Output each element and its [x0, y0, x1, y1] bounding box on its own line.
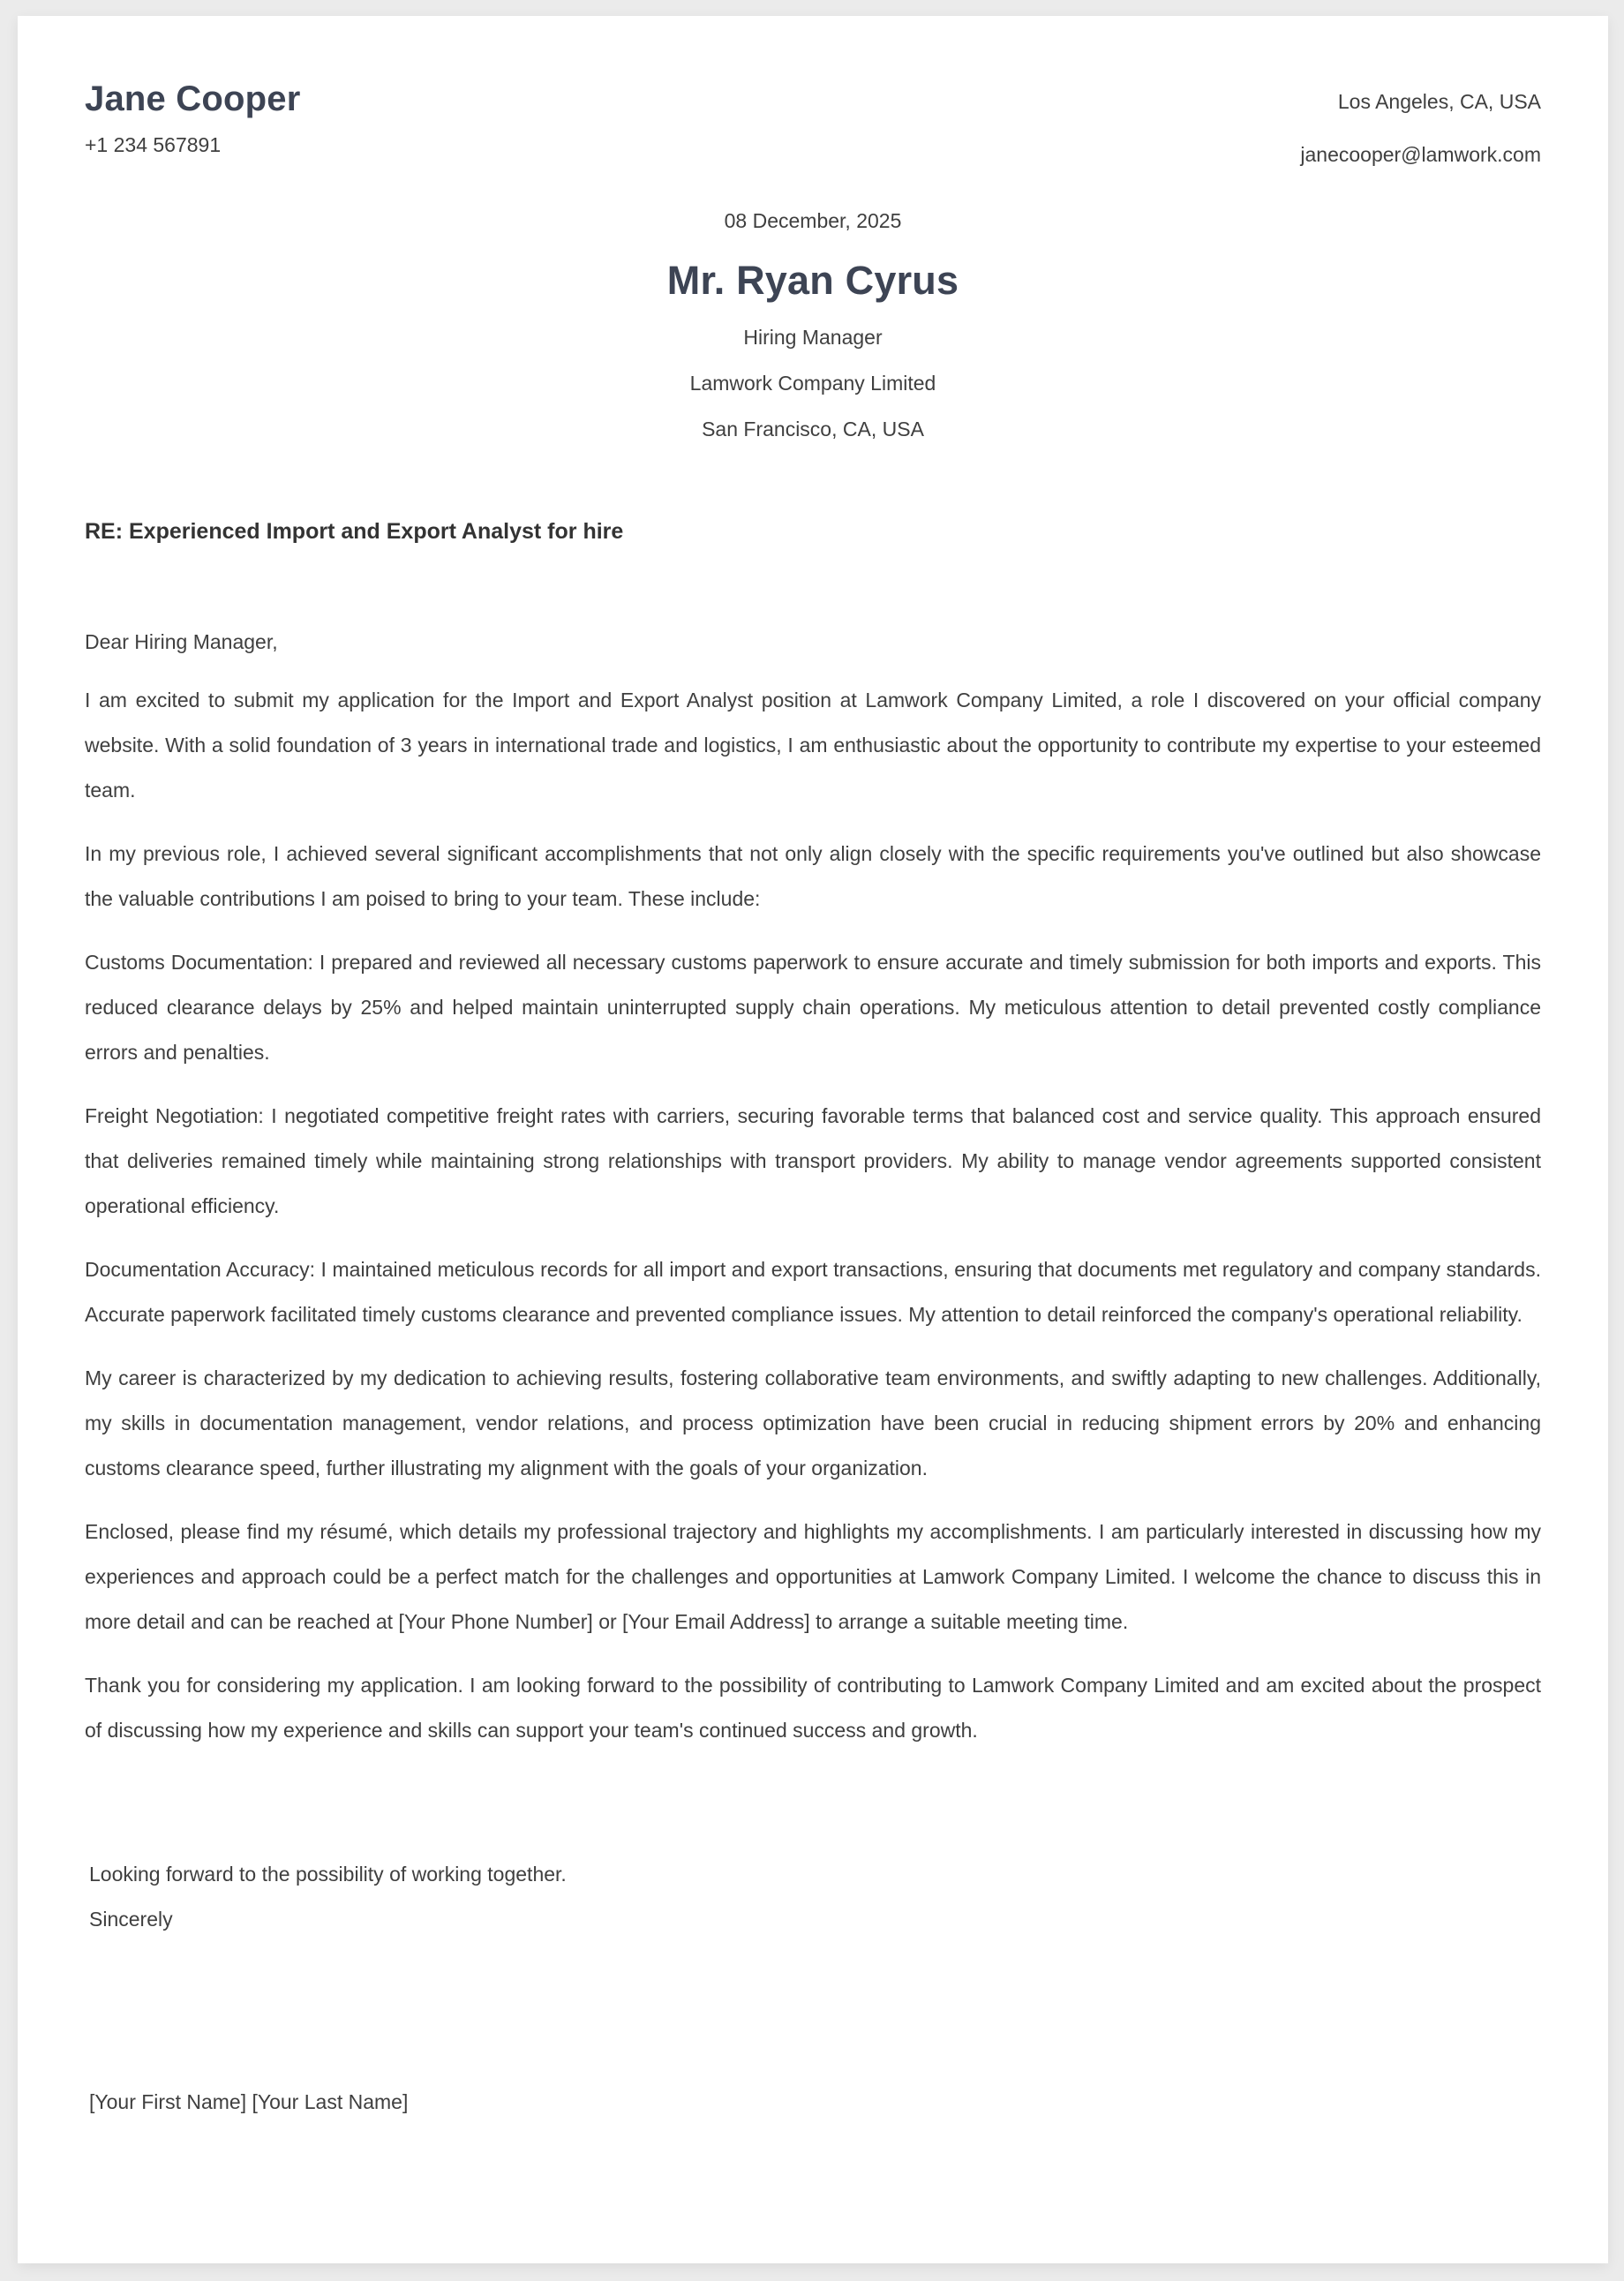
closing-line: Looking forward to the possibility of working together. — [89, 1863, 567, 1886]
sender-block — [85, 79, 301, 157]
closing-block — [85, 1852, 1541, 1942]
sender-email: janecooper@lamwork.com — [1300, 143, 1541, 166]
body-paragraph-5: Documentation Accuracy: I maintained meticulous records for all import and export transactions, ensuring that documents met regulatory and company standards. Accurate paperwork facilitated timely customs clearance and prevented compliance issues. My attention to detail reinforced the company's operational reliability. — [85, 1258, 1541, 1326]
recipient-location: San Francisco, CA, USA — [702, 418, 924, 440]
sender-name: Jane Cooper — [85, 79, 301, 118]
letter-date: 08 December, 2025 — [724, 209, 902, 232]
signature-placeholder: [Your First Name] [Your Last Name] — [89, 2090, 409, 2113]
sender-phone: +1 234 567891 — [85, 133, 222, 156]
subject-line: RE: Experienced Import and Export Analyst for hire — [85, 519, 624, 544]
recipient-name: Mr. Ryan Cyrus — [666, 258, 959, 303]
recipient-title: Hiring Manager — [743, 326, 883, 349]
body-paragraph-1: I am excited to submit my application for the Import and Export Analyst position at Lamwork Company Limited, a role I discovered on your official company website. With a solid foundation of 3 years in international trade and logistics, I am enthusiastic about the opportunity to contribute my expertise to your esteemed team. — [85, 689, 1541, 802]
body-paragraph-2: In my previous role, I achieved several significant accomplishments that not only align closely with the specific requirements you've outlined but also showcase the valuable contributions I am poised to bring to your team. These include: — [85, 842, 1541, 910]
body-paragraph-6: My career is characterized by my dedication to achieving results, fostering collaborative team environments, and swiftly adapting to new challenges. Additionally, my skills in documentation management, vendor relations, and process optimization have been crucial in reducing shipment errors by 20% and enhancing customs clearance speed, further illustrating my alignment with the goals of your organization. — [85, 1366, 1541, 1479]
body-paragraph-4: Freight Negotiation: I negotiated competitive freight rates with carriers, securing favorable terms that balanced cost and service quality. This approach ensured that deliveries remained timely while maintaining strong relationships with transport providers. My ability to manage vendor agreements supported consistent operational efficiency. — [85, 1104, 1541, 1217]
recipient-company: Lamwork Company Limited — [689, 372, 936, 395]
cover-letter-page — [18, 16, 1608, 2263]
salutation: Dear Hiring Manager, — [85, 630, 278, 653]
letter-header — [85, 79, 1541, 167]
sender-contact-block — [1300, 79, 1541, 167]
recipient-block — [85, 209, 1541, 441]
sender-location: Los Angeles, CA, USA — [1337, 90, 1541, 113]
letter-body — [85, 519, 1541, 2114]
body-paragraph-7: Enclosed, please find my résumé, which details my professional trajectory and highlights my accomplishments. I am particularly interested in discussing how my experiences and approach could be a perfect match for the challenges and opportunities at Lamwork Company Limited. I welcome the chance to discuss this in more detail and can be reached at [Your Phone Number] or [Your Email Address] to arrange a suitable meeting time. — [85, 1520, 1541, 1633]
body-paragraph-3: Customs Documentation: I prepared and reviewed all necessary customs paperwork to ensure accurate and timely submission for both imports and exports. This reduced clearance delays by 25% and helped maintain uninterrupted supply chain operations. My meticulous attention to detail prevented costly compliance errors and penalties. — [85, 951, 1541, 1064]
body-paragraph-8: Thank you for considering my application. I am looking forward to the possibility of contributing to Lamwork Company Limited and am excited about the prospect of discussing how my experience and skills can support your team's continued success and growth. — [85, 1674, 1541, 1742]
signoff: Sincerely — [89, 1908, 173, 1931]
